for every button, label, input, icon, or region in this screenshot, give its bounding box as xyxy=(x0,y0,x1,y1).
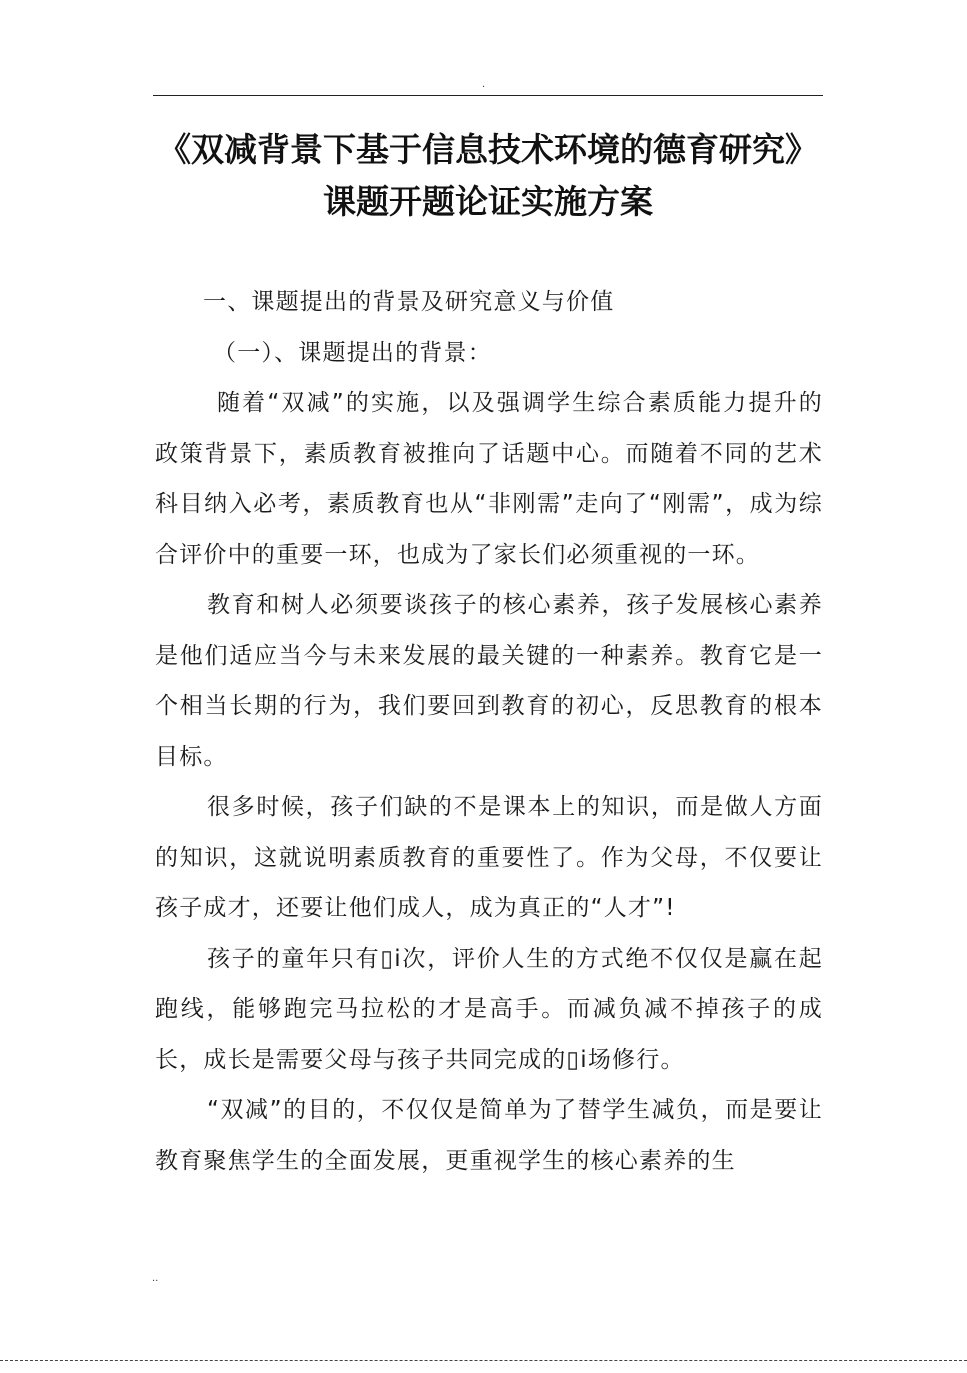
subsection-heading: （一）、课题提出的背景： xyxy=(213,339,492,366)
paragraph: “双减”的目的，不仅仅是简单为了替学生减负，而是要让教育聚焦学生的全面发展，更重视学生的核心素养的生 xyxy=(155,1097,823,1174)
header-rule xyxy=(153,95,823,96)
section-heading: 一、课题提出的背景及研究意义与价值 xyxy=(203,289,615,315)
header-mark: . xyxy=(482,79,486,90)
paragraph: 随着“双减”的实施，以及强调学生综合素质能力提升的政策背景下，素质教育被推向了话题中心。而随着不同的艺术科目纳入必考，素质教育也从“非刚需”走向了“刚需”，成为综合评价中的重要一环，也成为了家长们必须重视的一环。 xyxy=(155,390,823,568)
footer-mark: .. xyxy=(152,1273,159,1284)
paragraph: 教育和树人必须要谈孩子的核心素养，孩子发展核心素养是他们适应当今与未来发展的最关键的一种素养。教育它是一个相当长期的行为，我们要回到教育的初心，反思教育的根本目标。 xyxy=(155,592,823,770)
document-title: 《双减背景下基于信息技术环境的德育研究》课题开题论证实施方案 xyxy=(158,130,818,221)
document-body xyxy=(155,277,823,1186)
paragraph: 很多时候，孩子们缺的不是课本上的知识，而是做人方面的知识，这就说明素质教育的重要性了。作为父母，不仅要让孩子成才，还要让他们成人，成为真正的“人才”! xyxy=(155,794,823,921)
paragraph: 孩子的童年只有▯i次，评价人生的方式绝不仅仅是赢在起跑线，能够跑完马拉松的才是高手。而减负减不掉孩子的成长，成长是需要父母与孩子共同完成的▯i场修行。 xyxy=(155,945,823,1073)
page-break-rule xyxy=(0,1360,967,1361)
